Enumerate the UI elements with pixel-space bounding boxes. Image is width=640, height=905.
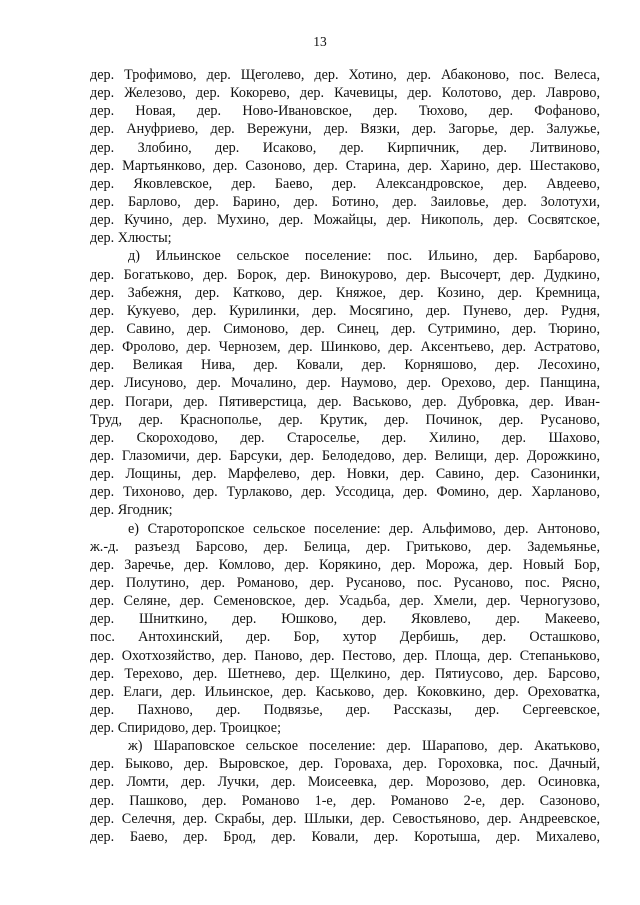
text-line: дер. Тихоново, дер. Турлаково, дер. Уссодица, дер. Фомино, дер. Харланово, <box>90 484 600 501</box>
text-line: Труд, дер. Краснополье, дер. Крутик, дер. Починок, дер. Русаново, <box>90 411 600 428</box>
text-line: д) Ильинское сельское поселение: пос. Ильино, дер. Барбарово, <box>128 248 600 265</box>
text-line: ж) Шараповское сельское поселение: дер. Шарапово, дер. Акатьково, <box>128 738 600 755</box>
text-line: дер. Богатьково, дер. Борок, дер. Винокурово, дер. Высочерт, дер. Дудкино, <box>90 266 600 283</box>
text-line: дер. Мартьянково, дер. Сазоново, дер. Старина, дер. Харино, дер. Шестаково, <box>90 157 600 174</box>
text-line: дер. Фролово, дер. Чернозем, дер. Шинково, дер. Аксентьево, дер. Астратово, <box>90 339 600 356</box>
text-line: дер. Лощины, дер. Марфелево, дер. Новки, дер. Савино, дер. Сазонинки, <box>90 466 600 483</box>
text-line: е) Староторопское сельское поселение: дер. Альфимово, дер. Антоново, <box>128 520 600 537</box>
text-line: дер. Савино, дер. Симоново, дер. Синец, дер. Сутримино, дер. Тюрино, <box>90 320 600 337</box>
text-line: дер. Селяне, дер. Семеновское, дер. Усадьба, дер. Хмели, дер. Черногузово, <box>90 593 600 610</box>
text-line: дер. Хлюсты; <box>90 230 172 247</box>
text-line: дер. Охотхозяйство, дер. Паново, дер. Пестово, дер. Площа, дер. Степаньково, <box>90 647 600 664</box>
text-line: дер. Спиридово, дер. Троицкое; <box>90 720 282 737</box>
text-line: дер. Скороходово, дер. Староселье, дер. Хилино, дер. Шахово, <box>90 429 600 446</box>
text-line: дер. Лисуново, дер. Мочалино, дер. Наумово, дер. Орехово, дер. Панщина, <box>90 375 600 392</box>
text-line: дер. Полутино, дер. Романово, дер. Русаново, пос. Русаново, пос. Рясно, <box>90 574 600 591</box>
text-line: пос. Антохинский, дер. Бор, хутор Дербишь, дер. Осташково, <box>90 629 600 646</box>
text-line: дер. Ануфриево, дер. Вережуни, дер. Вязки, дер. Загорье, дер. Залужье, <box>90 121 600 138</box>
text-line: ж.-д. разъезд Барсово, дер. Белица, дер. Гритьково, дер. Задемьянье, <box>90 538 600 555</box>
text-line: дер. Кучино, дер. Мухино, дер. Можайцы, дер. Никополь, дер. Сосвятское, <box>90 212 600 229</box>
text-line: дер. Шниткино, дер. Юшково, дер. Яковлево, дер. Макеево, <box>90 611 600 628</box>
text-line: дер. Забежня, дер. Катково, дер. Княжое, дер. Козино, дер. Кремница, <box>90 284 600 301</box>
text-line: дер. Ягодник; <box>90 502 173 519</box>
text-line: дер. Великая Нива, дер. Ковали, дер. Корняшово, дер. Лесохино, <box>90 357 600 374</box>
page-number: 13 <box>313 34 327 49</box>
text-line: дер. Новая, дер. Ново-Ивановское, дер. Тюхово, дер. Фофаново, <box>90 103 600 120</box>
text-line: дер. Заречье, дер. Комлово, дер. Корякино, дер. Морожа, дер. Новый Бор, <box>90 556 600 573</box>
text-line: дер. Елаги, дер. Ильинское, дер. Каськово, дер. Коковкино, дер. Ореховатка, <box>90 683 600 700</box>
text-line: дер. Пашково, дер. Романово 1-е, дер. Романово 2-е, дер. Сазоново, <box>90 792 600 809</box>
text-line: дер. Погари, дер. Пятиверстица, дер. Васьково, дер. Дубровка, дер. Иван- <box>90 393 600 410</box>
text-line: дер. Кукуево, дер. Курилинки, дер. Мосягино, дер. Пунево, дер. Рудня, <box>90 302 600 319</box>
text-line: дер. Барлово, дер. Барино, дер. Ботино, дер. Заиловье, дер. Золотухи, <box>90 193 600 210</box>
text-line: дер. Глазомичи, дер. Барсуки, дер. Белодедово, дер. Велищи, дер. Дорожкино, <box>90 447 600 464</box>
document-body <box>90 66 600 846</box>
text-line: дер. Баево, дер. Брод, дер. Ковали, дер. Коротыша, дер. Михалево, <box>90 828 600 845</box>
text-line: дер. Ломти, дер. Лучки, дер. Моисеевка, дер. Морозово, дер. Осиновка, <box>90 774 600 791</box>
text-line: дер. Злобино, дер. Исаково, дер. Кирпичник, дер. Литвиново, <box>90 139 600 156</box>
text-line: дер. Яковлевское, дер. Баево, дер. Александровское, дер. Авдеево, <box>90 175 600 192</box>
text-line: дер. Трофимово, дер. Щеголево, дер. Хотино, дер. Абаконово, пос. Велеса, <box>90 67 600 83</box>
text-line: дер. Железово, дер. Кокорево, дер. Качевицы, дер. Колотово, дер. Лаврово, <box>90 85 600 102</box>
text-line: дер. Быково, дер. Выровское, дер. Гороваха, дер. Гороховка, пос. Дачный, <box>90 756 600 773</box>
text-line: дер. Терехово, дер. Шетнево, дер. Щелкино, дер. Пятиусово, дер. Барсово, <box>90 665 600 682</box>
text-line: дер. Селечня, дер. Скрабы, дер. Шлыки, дер. Севостьяново, дер. Андреевское, <box>90 810 600 827</box>
text-line: дер. Пахново, дер. Подвязье, дер. Рассказы, дер. Сергеевское, <box>90 701 600 718</box>
